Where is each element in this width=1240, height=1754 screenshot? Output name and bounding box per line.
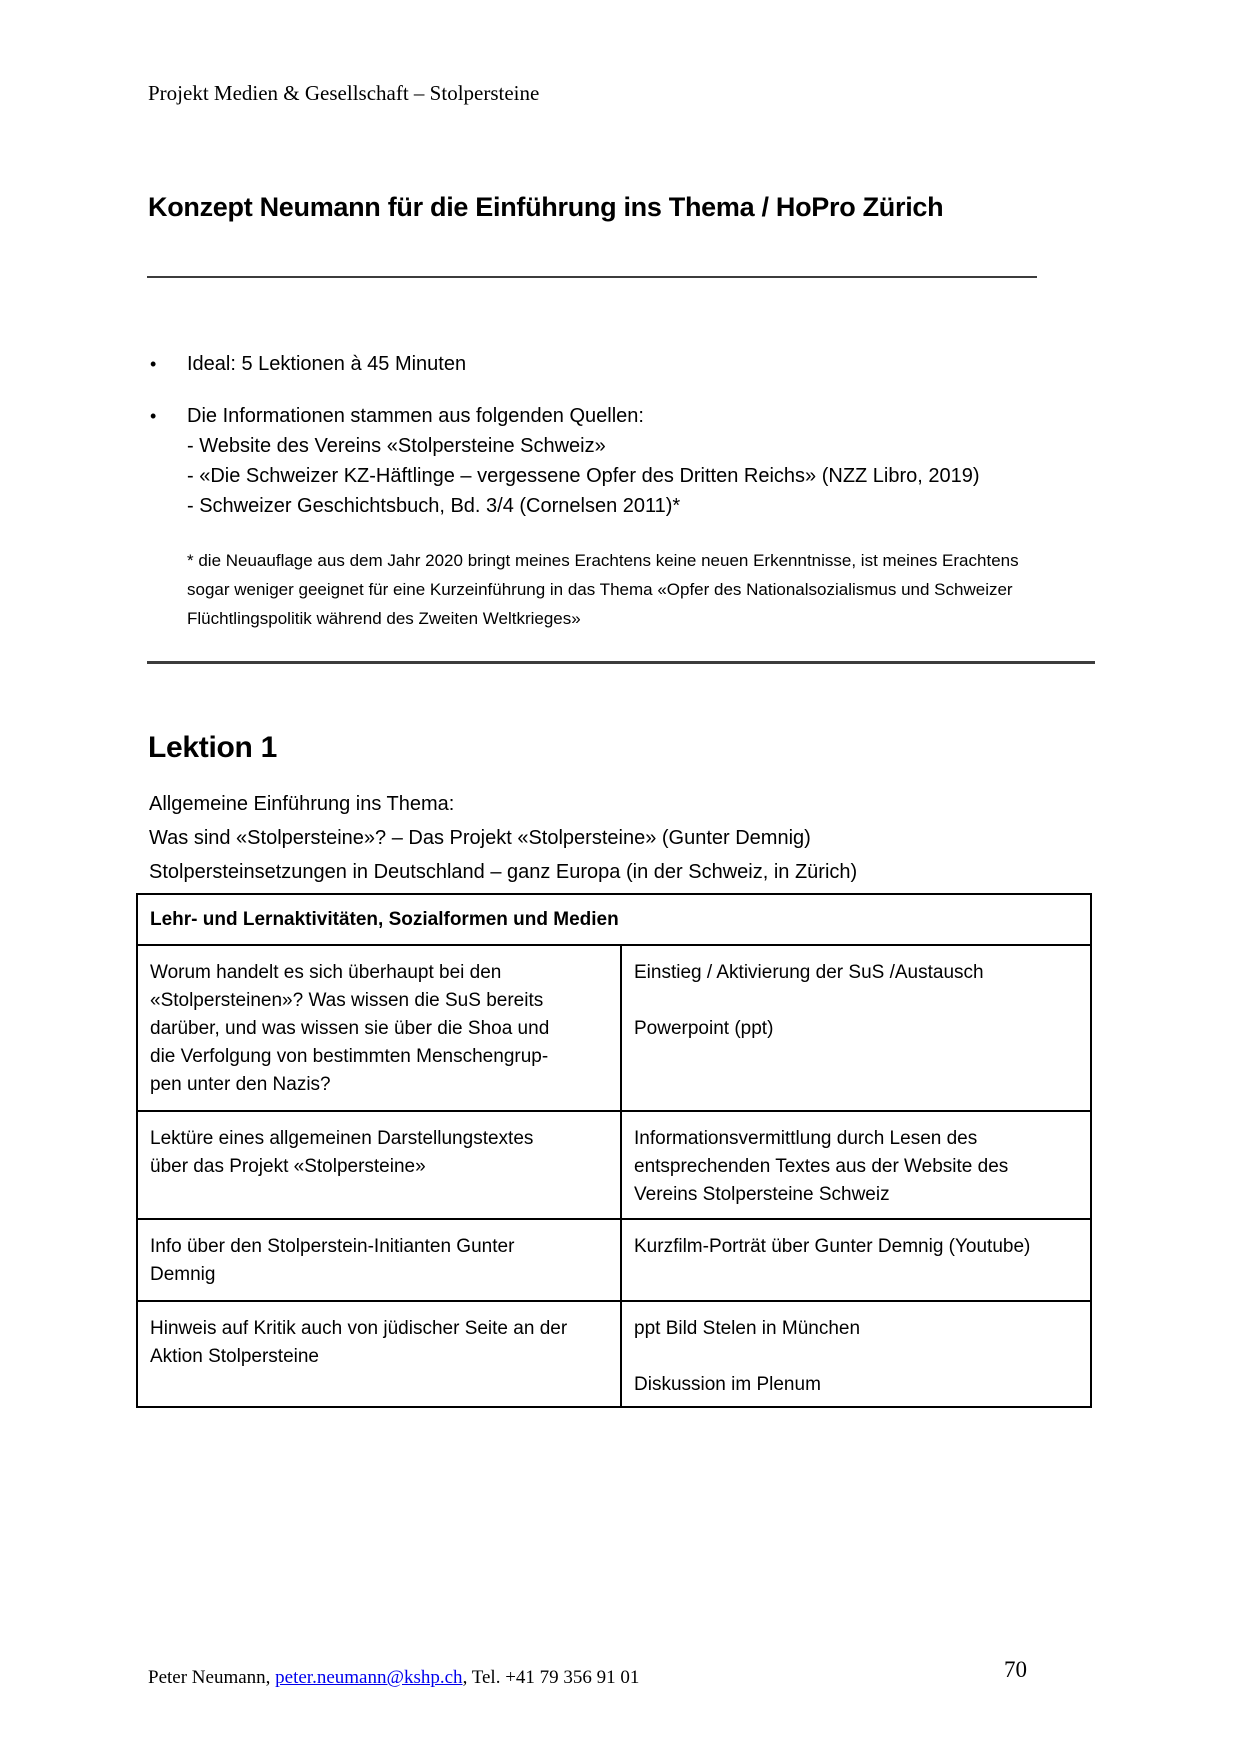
footer-phone: , Tel. +41 79 356 91 01: [462, 1667, 640, 1688]
table-row: [138, 1220, 1090, 1302]
section-heading: Lektion 1: [148, 731, 277, 764]
method-cell: [622, 1112, 1090, 1218]
bullet-text: Ideal: 5 Lektionen à 45 Minuten: [187, 353, 467, 375]
activity-cell: [138, 1302, 622, 1406]
title-underline-rule: [147, 276, 1037, 278]
intro-line: Was sind «Stolpersteine»? – Das Projekt «Stolpersteine» (Gunter Demnig): [149, 827, 811, 849]
method-cell: [622, 946, 1090, 1110]
bullet-icon: •: [150, 406, 157, 426]
source-line: - Schweizer Geschichtsbuch, Bd. 3/4 (Cornelsen 2011)*: [187, 495, 681, 517]
section-intro: [149, 787, 857, 889]
table-row: [138, 1112, 1090, 1220]
cell-line: Informationsvermittlung durch Lesen des: [634, 1128, 978, 1149]
bullet-item-duration: [150, 349, 466, 379]
activity-cell: [138, 1220, 622, 1300]
cell-line: darüber, und was wissen sie über die Shoa und: [150, 1018, 550, 1039]
page-title: Konzept Neumann für die Einführung ins Thema / HoPro Zürich: [148, 192, 944, 222]
source-line: - «Die Schweizer KZ-Häftlinge – vergessene Opfer des Dritten Reichs» (NZZ Libro, 2019): [187, 465, 980, 487]
cell-line: Worum handelt es sich überhaupt bei den: [150, 962, 502, 983]
page-number: 70: [1004, 1657, 1027, 1682]
cell-line: [634, 987, 1078, 1015]
cell-line: [634, 1343, 1078, 1371]
table-header-label: Lehr- und Lernaktivitäten, Sozialformen und Medien: [150, 909, 619, 930]
footnote: [187, 546, 1019, 633]
bullet-body: [187, 401, 980, 521]
cell-line: Einstieg / Aktivierung der SuS /Austausch: [634, 962, 984, 983]
table-row: [138, 946, 1090, 1112]
cell-line: die Verfolgung von bestimmten Menschengrup-: [150, 1046, 549, 1067]
table-row: [138, 1302, 1090, 1406]
cell-line: Aktion Stolpersteine: [150, 1346, 319, 1367]
cell-line: Diskussion im Plenum: [634, 1374, 821, 1395]
intro-line: Allgemeine Einführung ins Thema:: [149, 793, 455, 815]
cell-line: Kurzfilm-Porträt über Gunter Demnig (Youtube): [634, 1236, 1031, 1257]
bullet-item-sources: [150, 401, 980, 521]
lesson-activities-table: [136, 893, 1092, 1408]
cell-line: Lektüre eines allgemeinen Darstellungstextes: [150, 1128, 534, 1149]
footnote-line: Flüchtlingspolitik während des Zweiten Weltkrieges»: [187, 609, 581, 628]
section-divider-rule: [147, 661, 1095, 664]
footnote-line: * die Neuauflage aus dem Jahr 2020 bringt meines Erachtens keine neuen Erkenntnisse, ist meines Erachtens: [187, 551, 1019, 570]
footer-name: Peter Neumann,: [148, 1667, 276, 1688]
cell-line: Vereins Stolpersteine Schweiz: [634, 1184, 890, 1205]
cell-line: ppt Bild Stelen in München: [634, 1318, 861, 1339]
method-cell: [622, 1302, 1090, 1406]
cell-line: entsprechenden Textes aus der Website des: [634, 1156, 1009, 1177]
running-header: Projekt Medien & Gesellschaft – Stolpersteine: [148, 81, 540, 105]
activity-cell: [138, 946, 622, 1110]
cell-line: pen unter den Nazis?: [150, 1074, 331, 1095]
footnote-line: sogar weniger geeignet für eine Kurzeinführung in das Thema «Opfer des Nationalsozialismus und Schweizer: [187, 580, 1013, 599]
cell-line: Powerpoint (ppt): [634, 1018, 774, 1039]
cell-line: Hinweis auf Kritik auch von jüdischer Seite an der: [150, 1318, 568, 1339]
bullet-icon: •: [150, 354, 157, 374]
source-line: - Website des Vereins «Stolpersteine Schweiz»: [187, 435, 606, 457]
bullet-text: Die Informationen stammen aus folgenden Quellen:: [187, 405, 644, 427]
cell-line: über das Projekt «Stolpersteine»: [150, 1156, 426, 1177]
contact-footer: [148, 1666, 639, 1690]
cell-line: Demnig: [150, 1264, 216, 1285]
cell-line: «Stolpersteinen»? Was wissen die SuS bereits: [150, 990, 544, 1011]
cell-line: Info über den Stolperstein-Initianten Gunter: [150, 1236, 515, 1257]
activity-cell: [138, 1112, 622, 1218]
method-cell: [622, 1220, 1090, 1300]
intro-line: Stolpersteinsetzungen in Deutschland – ganz Europa (in der Schweiz, in Zürich): [149, 861, 858, 883]
table-header-row: [138, 895, 1090, 946]
email-link[interactable]: peter.neumann@kshp.ch: [275, 1667, 463, 1688]
